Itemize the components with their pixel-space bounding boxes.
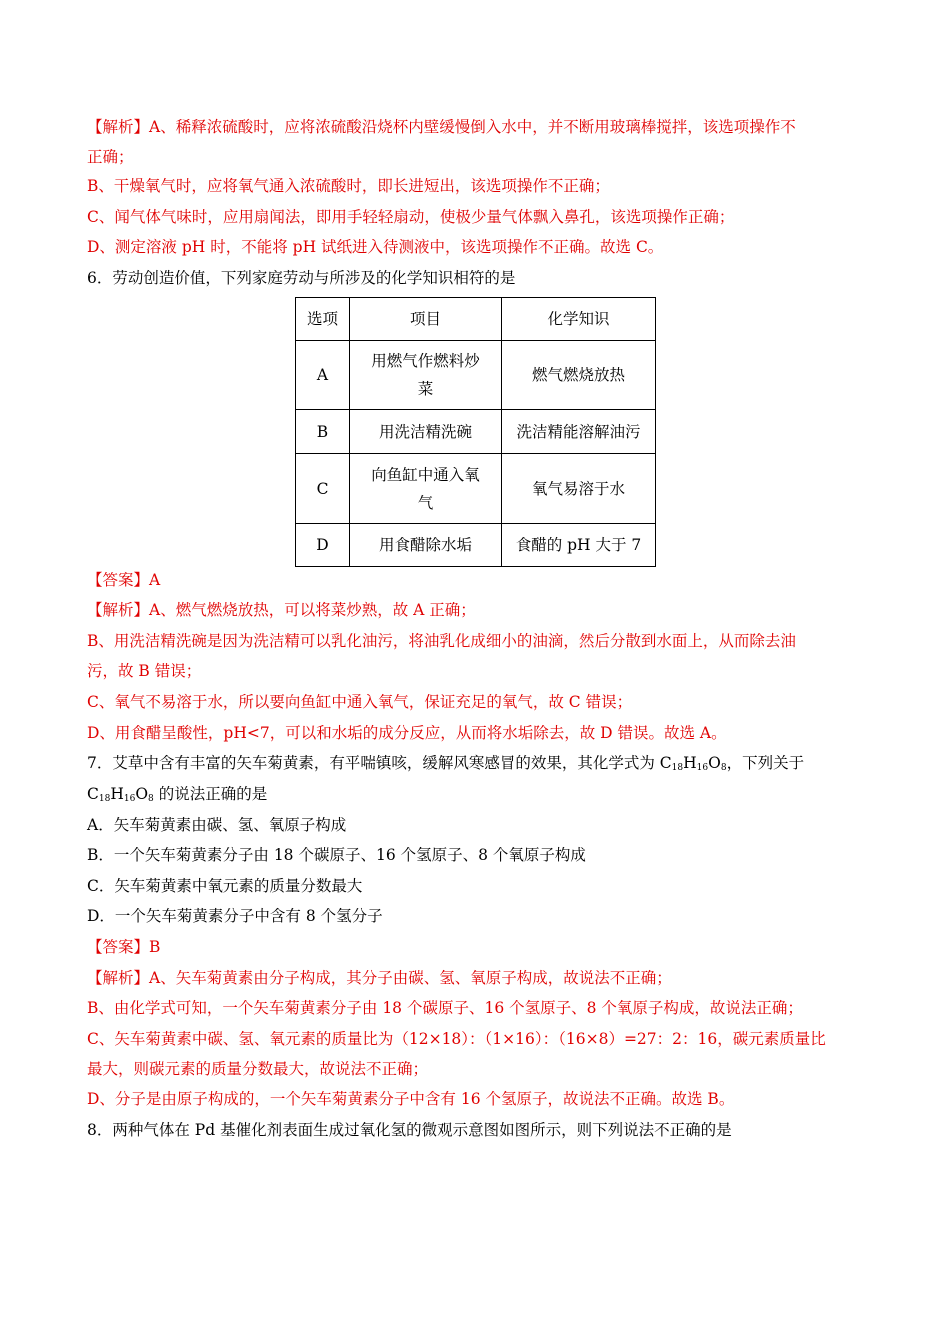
table-header-cell: 项目 — [350, 298, 502, 341]
q7-stem-line-1: 7．艾草中含有丰富的矢车菊黄素，有平喘镇咳，缓解风寒感冒的效果，其化学式为 $C_{18}H_{16}O_8$，下列关于 — [87, 754, 805, 773]
table-cell: 用洗洁精洗碗 — [350, 410, 502, 454]
q6-options-table — [295, 297, 656, 567]
q7-stem-line-2: $C_{18}H_{16}O_8$ 的说法正确的是 — [87, 785, 268, 804]
q6-analysis-line-2: B、用洗洁精洗碗是因为洗洁精可以乳化油污，将油乳化成细小的油滴，然后分散到水面上，从而除去油 — [87, 632, 796, 650]
q7-option-d: D．一个矢车菊黄素分子中含有 8 个氢分子 — [87, 907, 383, 925]
table-cell: 向鱼缸中通入氧 气 — [350, 454, 502, 524]
q6-analysis-line-5: D、用食醋呈酸性，pH<7，可以和水垢的成分反应，从而将水垢除去，故 D 错误。故选 A。 — [87, 724, 727, 742]
chem-formula: $C_{18}H_{16}O_8$ — [87, 785, 154, 804]
table-cell: 用燃气作燃料炒 菜 — [350, 341, 502, 410]
q6-analysis-line-3: 污，故 B 错误； — [87, 662, 202, 680]
table-cell: 燃气燃烧放热 — [502, 341, 656, 410]
table-row — [296, 341, 656, 410]
table-cell: 用食醋除水垢 — [350, 524, 502, 567]
table-cell: D — [296, 524, 350, 567]
q7-option-a: A．矢车菊黄素由碳、氢、氧原子构成 — [87, 816, 347, 834]
q5-analysis-line-5: D、测定溶液 pH 时，不能将 pH 试纸进入待测液中，该选项操作不正确。故选 C。 — [87, 238, 664, 256]
q6-answer: 【答案】A — [87, 571, 161, 589]
q7-answer: 【答案】B — [87, 938, 161, 956]
q6-analysis-line-1: 【解析】A、燃气燃烧放热，可以将菜炒熟，故 A 正确； — [87, 601, 476, 619]
table-cell: 洗洁精能溶解油污 — [502, 410, 656, 454]
table-cell: B — [296, 410, 350, 454]
table-header-row — [296, 298, 656, 341]
q6-stem: 6．劳动创造价值，下列家庭劳动与所涉及的化学知识相符的是 — [87, 269, 516, 287]
q7-analysis-line-4: 最大，则碳元素的质量分数最大，故说法不正确； — [87, 1060, 429, 1078]
q5-analysis-line-4: C、闻气体气味时，应用扇闻法，即用手轻轻扇动，使极少量气体飘入鼻孔，该选项操作正确； — [87, 208, 735, 226]
q7-option-c: C．矢车菊黄素中氧元素的质量分数最大 — [87, 877, 363, 895]
table-cell: A — [296, 341, 350, 410]
q6-analysis-line-4: C、氧气不易溶于水，所以要向鱼缸中通入氧气，保证充足的氧气，故 C 错误； — [87, 693, 633, 711]
table-cell: C — [296, 454, 350, 524]
q5-analysis-line-3: B、干燥氧气时，应将氧气通入浓硫酸时，即长进短出，该选项操作不正确； — [87, 177, 610, 195]
q5-analysis-line-1: 【解析】A、稀释浓硫酸时，应将浓硫酸沿烧杯内壁缓慢倒入水中，并不断用玻璃棒搅拌，该选项操作不 — [87, 118, 796, 136]
table-cell: 食醋的 pH 大于 7 — [502, 524, 656, 567]
table-row — [296, 524, 656, 567]
table-cell: 氧气易溶于水 — [502, 454, 656, 524]
table-header-cell: 选项 — [296, 298, 350, 341]
q8-stem: 8．两种气体在 Pd 基催化剂表面生成过氧化氢的微观示意图如图所示，则下列说法不正确的是 — [87, 1121, 732, 1139]
q7-option-b: B．一个矢车菊黄素分子由 18 个碳原子、16 个氢原子、8 个氧原子构成 — [87, 846, 586, 864]
q7-analysis-line-1: 【解析】A、矢车菊黄素由分子构成，其分子由碳、氢、氧原子构成，故说法不正确； — [87, 969, 672, 987]
table-header-cell: 化学知识 — [502, 298, 656, 341]
table-row — [296, 410, 656, 454]
q7-analysis-line-2: B、由化学式可知，一个矢车菊黄素分子由 18 个碳原子、16 个氢原子、8 个氧原子构成，故说法正确； — [87, 999, 803, 1017]
q7-analysis-line-3: C、矢车菊黄素中碳、氢、氧元素的质量比为（12×18）：（1×16）：（16×8）=27：2：16，碳元素质量比 — [87, 1030, 826, 1048]
chem-formula: $C_{18}H_{16}O_8$ — [659, 754, 727, 773]
q5-analysis-line-2: 正确； — [87, 148, 134, 166]
q7-analysis-line-5: D、分子是由原子构成的，一个矢车菊黄素分子中含有 16 个氢原子，故说法不正确。故选 B。 — [87, 1090, 735, 1108]
table-row — [296, 454, 656, 524]
